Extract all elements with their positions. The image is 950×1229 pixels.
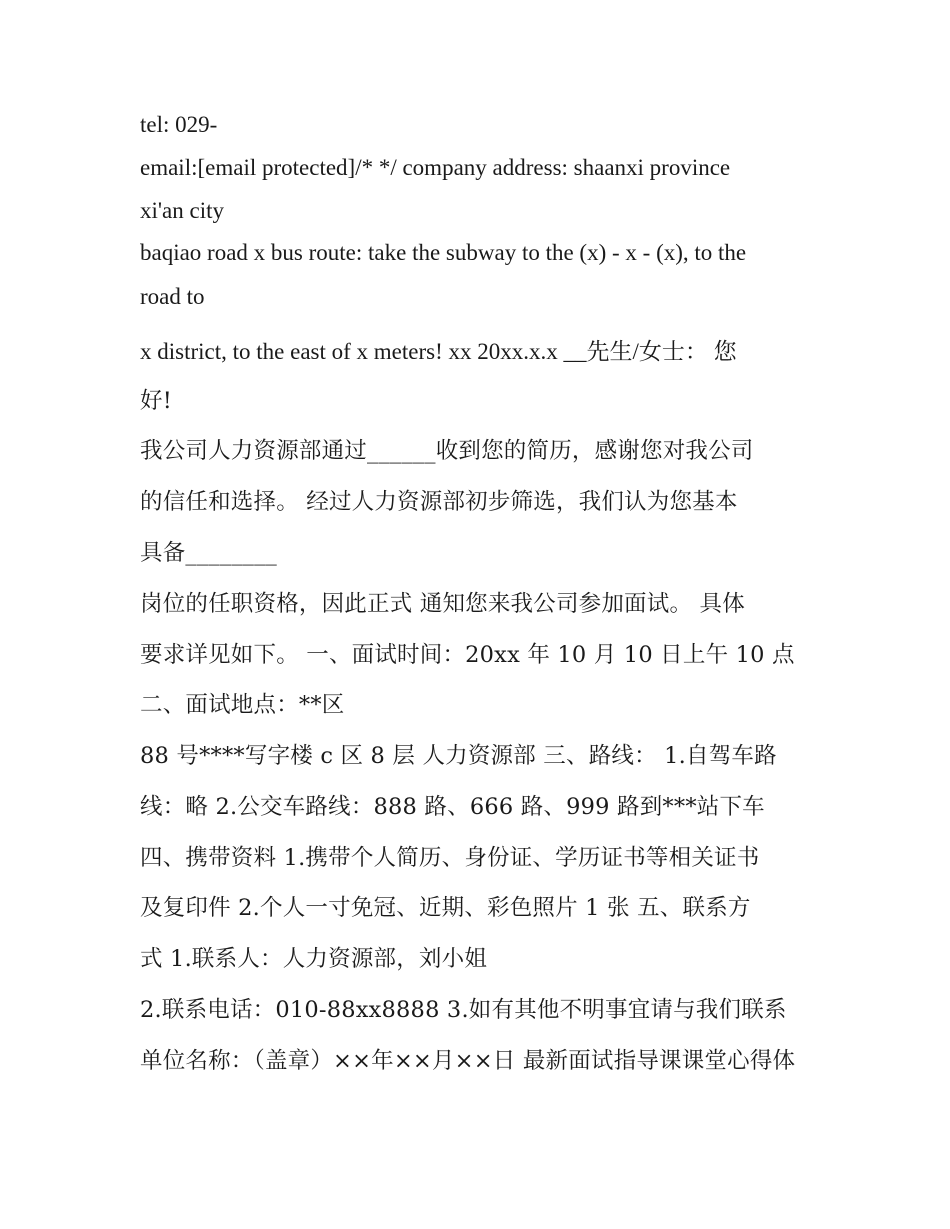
text-line: 二、面试地点：**区 bbox=[140, 692, 345, 718]
text-line: 线：略 2.公交车路线：888 路、666 路、999 路到***站下车 bbox=[140, 794, 765, 820]
text-line: 及复印件 2.个人一寸免冠、近期、彩色照片 1 张 五、联系方 bbox=[140, 895, 751, 921]
text-line: 四、携带资料 1.携带个人简历、身份证、学历证书等相关证书 bbox=[140, 845, 760, 871]
text-line: 88 号****写字楼 c 区 8 层 人力资源部 三、路线： 1.自驾车路 bbox=[140, 743, 777, 769]
text-line: 的信任和选择。 经过人力资源部初步筛选，我们认为您基本 bbox=[140, 489, 738, 515]
text-line: 2.联系电话：010-88xx8888 3.如有其他不明事宜请与我们联系 bbox=[140, 997, 787, 1023]
text-line: 好! bbox=[140, 388, 172, 414]
text-line: 单位名称：（盖章）××年××月××日 最新面试指导课课堂心得体 bbox=[140, 1048, 796, 1074]
text-line: xi'an city bbox=[140, 198, 224, 223]
text-line: baqiao road x bus route: take the subway to the (x) - x - (x), to the bbox=[140, 240, 747, 265]
text-line: 岗位的任职资格，因此正式 通知您来我公司参加面试。 具体 bbox=[140, 591, 745, 617]
text-line: 式 1.联系人：人力资源部，刘小姐 bbox=[140, 946, 488, 972]
text-line: 要求详见如下。 一、面试时间：20xx 年 10 月 10 日上午 10 点 bbox=[140, 642, 795, 668]
text-line: email:[email protected]/* */ company address: shaanxi province bbox=[140, 155, 731, 180]
text-line: x district, to the east of x meters! xx 20xx.x.x __先生/女士： 您 bbox=[140, 339, 737, 364]
text-line: 具备________ bbox=[140, 540, 278, 566]
text-line: road to bbox=[140, 284, 205, 309]
text-line: 我公司人力资源部通过______收到您的简历，感谢您对我公司 bbox=[140, 438, 754, 464]
text-line: tel: 029- bbox=[140, 112, 218, 137]
